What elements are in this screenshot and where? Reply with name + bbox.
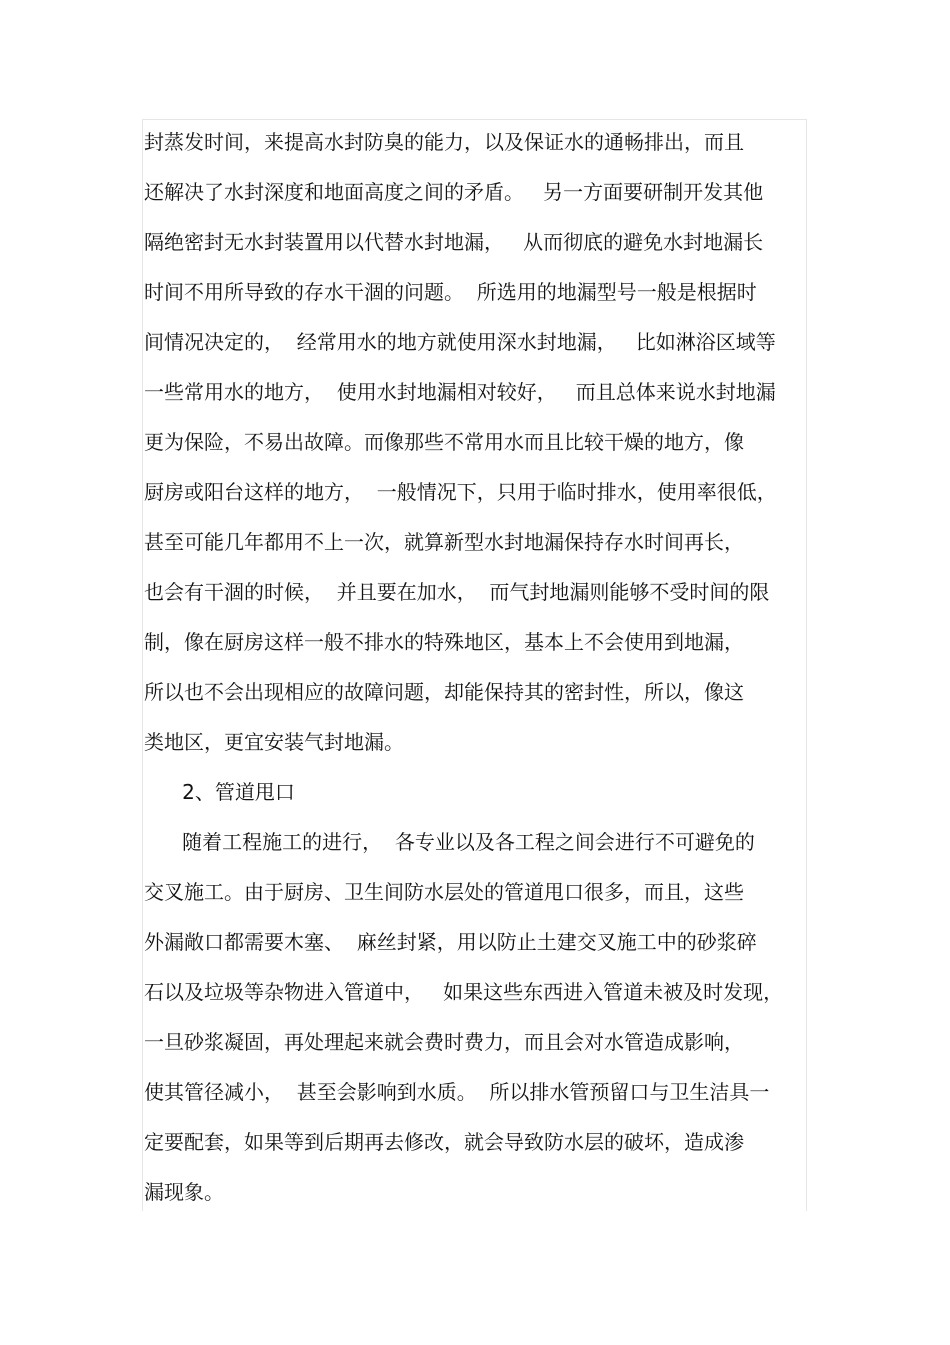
text-line: 甚至可能几年都用不上一次，就算新型水封地漏保持存水时间再长， <box>144 530 744 554</box>
text-line: 时间不用所导致的存水干涸的问题。 所选用的地漏型号一般是根据时 <box>144 280 757 304</box>
text-line: 厨房或阳台这样的地方， 一般情况下，只用于临时排水，使用率很低， <box>144 480 777 504</box>
text-line: 一旦砂浆凝固，再处理起来就会费时费力，而且会对水管造成影响， <box>144 1030 744 1054</box>
text-line: 还解决了水封深度和地面高度之间的矛盾。 另一方面要研制开发其他 <box>144 180 764 204</box>
text-line: 制，像在厨房这样一般不排水的特殊地区，基本上不会使用到地漏， <box>144 630 744 654</box>
text-line: 隔绝密封无水封装置用以代替水封地漏， 从而彻底的避免水封地漏长 <box>144 230 764 254</box>
document-body <box>144 117 804 1217</box>
text-line: 交叉施工。由于厨房、卫生间防水层处的管道甩口很多，而且，这些 <box>144 880 744 904</box>
text-line: 随着工程施工的进行， 各专业以及各工程之间会进行不可避免的 <box>144 830 755 854</box>
text-line: 所以也不会出现相应的故障问题，却能保持其的密封性，所以，像这 <box>144 680 744 704</box>
text-line: 更为保险，不易出故障。而像那些不常用水而且比较干燥的地方，像 <box>144 430 744 454</box>
text-line: 漏现象。 <box>144 1180 224 1204</box>
text-line: 使其管径减小， 甚至会影响到水质。 所以排水管预留口与卫生洁具一 <box>144 1080 770 1104</box>
text-line: 一些常用水的地方， 使用水封地漏相对较好， 而且总体来说水封地漏 <box>144 380 776 404</box>
text-line: 外漏敞口都需要木塞、 麻丝封紧，用以防止土建交叉施工中的砂浆碎 <box>144 930 757 954</box>
text-line: 定要配套，如果等到后期再去修改，就会导致防水层的破坏，造成渗 <box>144 1130 744 1154</box>
text-line: 封蒸发时间，来提高水封防臭的能力，以及保证水的通畅排出，而且 <box>144 130 744 154</box>
text-line: 石以及垃圾等杂物进入管道中， 如果这些东西进入管道未被及时发现， <box>144 980 784 1004</box>
text-line: 间情况决定的， 经常用水的地方就使用深水封地漏， 比如淋浴区域等 <box>144 330 776 354</box>
text-line: 类地区，更宜安装气封地漏。 <box>144 730 404 754</box>
text-line: 也会有干涸的时候， 并且要在加水， 而气封地漏则能够不受时间的限 <box>144 580 770 604</box>
section-heading: 2、管道甩口 <box>144 780 295 804</box>
